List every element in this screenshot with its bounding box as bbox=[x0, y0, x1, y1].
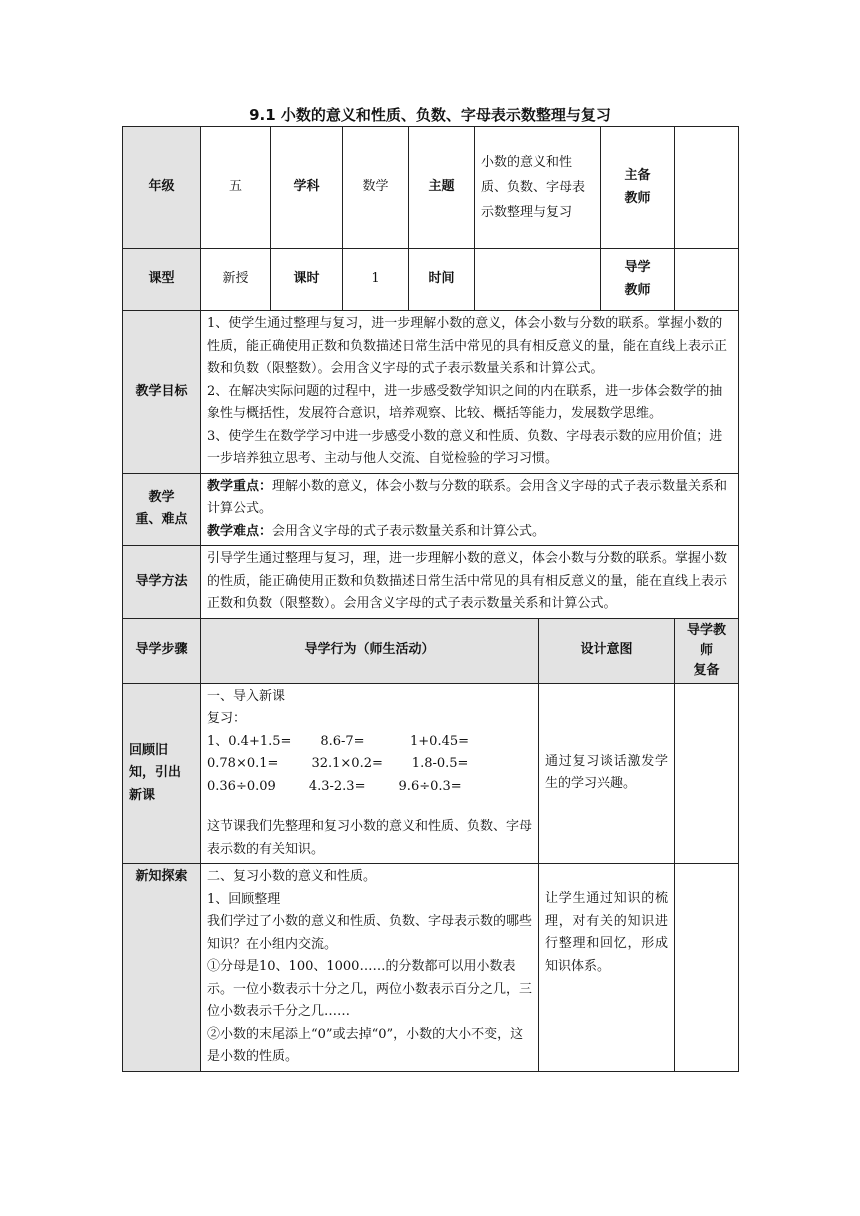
step2-sub: 1、回顾整理 bbox=[207, 891, 281, 907]
step2-p3: ②小数的末尾添上“0”或去掉“0”，小数的大小不变，这是小数的性质。 bbox=[207, 1026, 524, 1064]
period-value: 1 bbox=[343, 249, 409, 311]
step1-heading: 一、导入新课 bbox=[207, 688, 286, 704]
header-intent: 设计意图 bbox=[539, 618, 675, 683]
period-label: 课时 bbox=[271, 249, 343, 311]
exercise-row: 0.78×0.1= 32.1×0.2= 1.8-0.5= bbox=[207, 756, 469, 771]
step2-heading: 二、复习小数的意义和性质。 bbox=[207, 869, 377, 884]
type-value: 新授 bbox=[201, 249, 271, 311]
type-label: 课型 bbox=[123, 249, 201, 311]
step1-closing: 这节课我们先整理和复习小数的意义和性质、负数、字母表示数的有关知识。 bbox=[207, 819, 533, 857]
goals-label: 教学目标 bbox=[123, 311, 201, 474]
step2-activity bbox=[201, 864, 539, 1072]
topic-label: 主题 bbox=[409, 127, 475, 249]
lead-teacher-label: 主备 教师 bbox=[601, 127, 675, 249]
goal-item: 2、在解决实际问题的过程中，进一步感受数学知识之间的内在联系，进一步体会数学的抽象性与概括性，发展符合意识，培养观察、比较、概括等能力，发展数学思维。 bbox=[207, 383, 723, 421]
key-points-content bbox=[201, 473, 739, 546]
step2-p2: ①分母是10、100、1000……的分数都可以用小数表示。一位小数表示十分之几，两位小数表示百分之几，三位小数表示千分之几…… bbox=[207, 959, 533, 1019]
subject-label: 学科 bbox=[271, 127, 343, 249]
header-step: 导学步骤 bbox=[123, 618, 201, 683]
difficulty-label: 教学难点： bbox=[207, 523, 273, 539]
header-activity: 导学行为（师生活动） bbox=[201, 618, 539, 683]
step1-sub: 复习： bbox=[207, 711, 247, 726]
header-review: 导学教师 复备 bbox=[675, 618, 739, 683]
document-title: 9.1 小数的意义和性质、负数、字母表示数整理与复习 bbox=[249, 106, 611, 124]
time-value bbox=[475, 249, 601, 311]
grade-label: 年级 bbox=[123, 127, 201, 249]
goal-item: 1、使学生通过整理与复习，进一步理解小数的意义，体会小数与分数的联系。掌握小数的性质，能正确使用正数和负数描述日常生活中常见的具有相反意义的量，能在直线上表示正数和负数（限整数）。会用含义字母的式子表示数量关系和计算公式。 bbox=[207, 316, 728, 376]
lead-teacher-value bbox=[675, 127, 739, 249]
method-text: 引导学生通过整理与复习，理，进一步理解小数的意义，体会小数与分数的联系。掌握小数的性质，能正确使用正数和负数描述日常生活中常见的具有相反意义的量，能在直线上表示正数和负数（限整数）。会用含义字母的式子表示数量关系和计算公式。 bbox=[201, 546, 739, 619]
difficulty-text: 会用含义字母的式子表示数量关系和计算公式。 bbox=[272, 523, 546, 539]
step2-p1: 我们学过了小数的意义和性质、负数、字母表示数的哪些知识？在小组内交流。 bbox=[207, 914, 533, 952]
key-points-label: 教学 重、难点 bbox=[123, 473, 201, 546]
goal-item: 3、使学生在数学学习中进一步感受小数的意义和性质、负数、字母表示数的应用价值；进一步培养独立思考、主动与他人交流、自觉检验的学习习惯。 bbox=[207, 428, 723, 466]
exercise-row: 1、0.4+1.5= 8.6-7= 1+0.45= bbox=[207, 733, 470, 749]
step1-activity bbox=[201, 683, 539, 864]
method-label: 导学方法 bbox=[123, 546, 201, 619]
goals-content bbox=[201, 311, 739, 474]
step2-label: 新知探索 bbox=[123, 864, 201, 1072]
topic-value: 小数的意义和性质、负数、字母表示数整理与复习 bbox=[475, 127, 601, 249]
step1-review bbox=[675, 683, 739, 864]
step1-intent: 通过复习谈话激发学生的学习兴趣。 bbox=[539, 683, 675, 864]
grade-value: 五 bbox=[201, 127, 271, 249]
step1-label: 回顾旧 知，引出 新课 bbox=[123, 683, 201, 864]
step2-intent: 让学生通过知识的梳理，对有关的知识进行整理和回忆，形成知识体系。 bbox=[539, 864, 675, 1072]
focus-label: 教学重点： bbox=[207, 478, 273, 494]
lesson-plan-table bbox=[122, 126, 739, 1072]
guide-teacher-label: 导学 教师 bbox=[601, 249, 675, 311]
focus-text: 理解小数的意义，体会小数与分数的联系。会用含义字母的式子表示数量关系和计算公式。 bbox=[207, 478, 728, 516]
step2-review bbox=[675, 864, 739, 1072]
exercise-row: 0.36÷0.09 4.3-2.3= 9.6÷0.3= bbox=[207, 778, 462, 794]
guide-teacher-value bbox=[675, 249, 739, 311]
subject-value: 数学 bbox=[343, 127, 409, 249]
time-label: 时间 bbox=[409, 249, 475, 311]
